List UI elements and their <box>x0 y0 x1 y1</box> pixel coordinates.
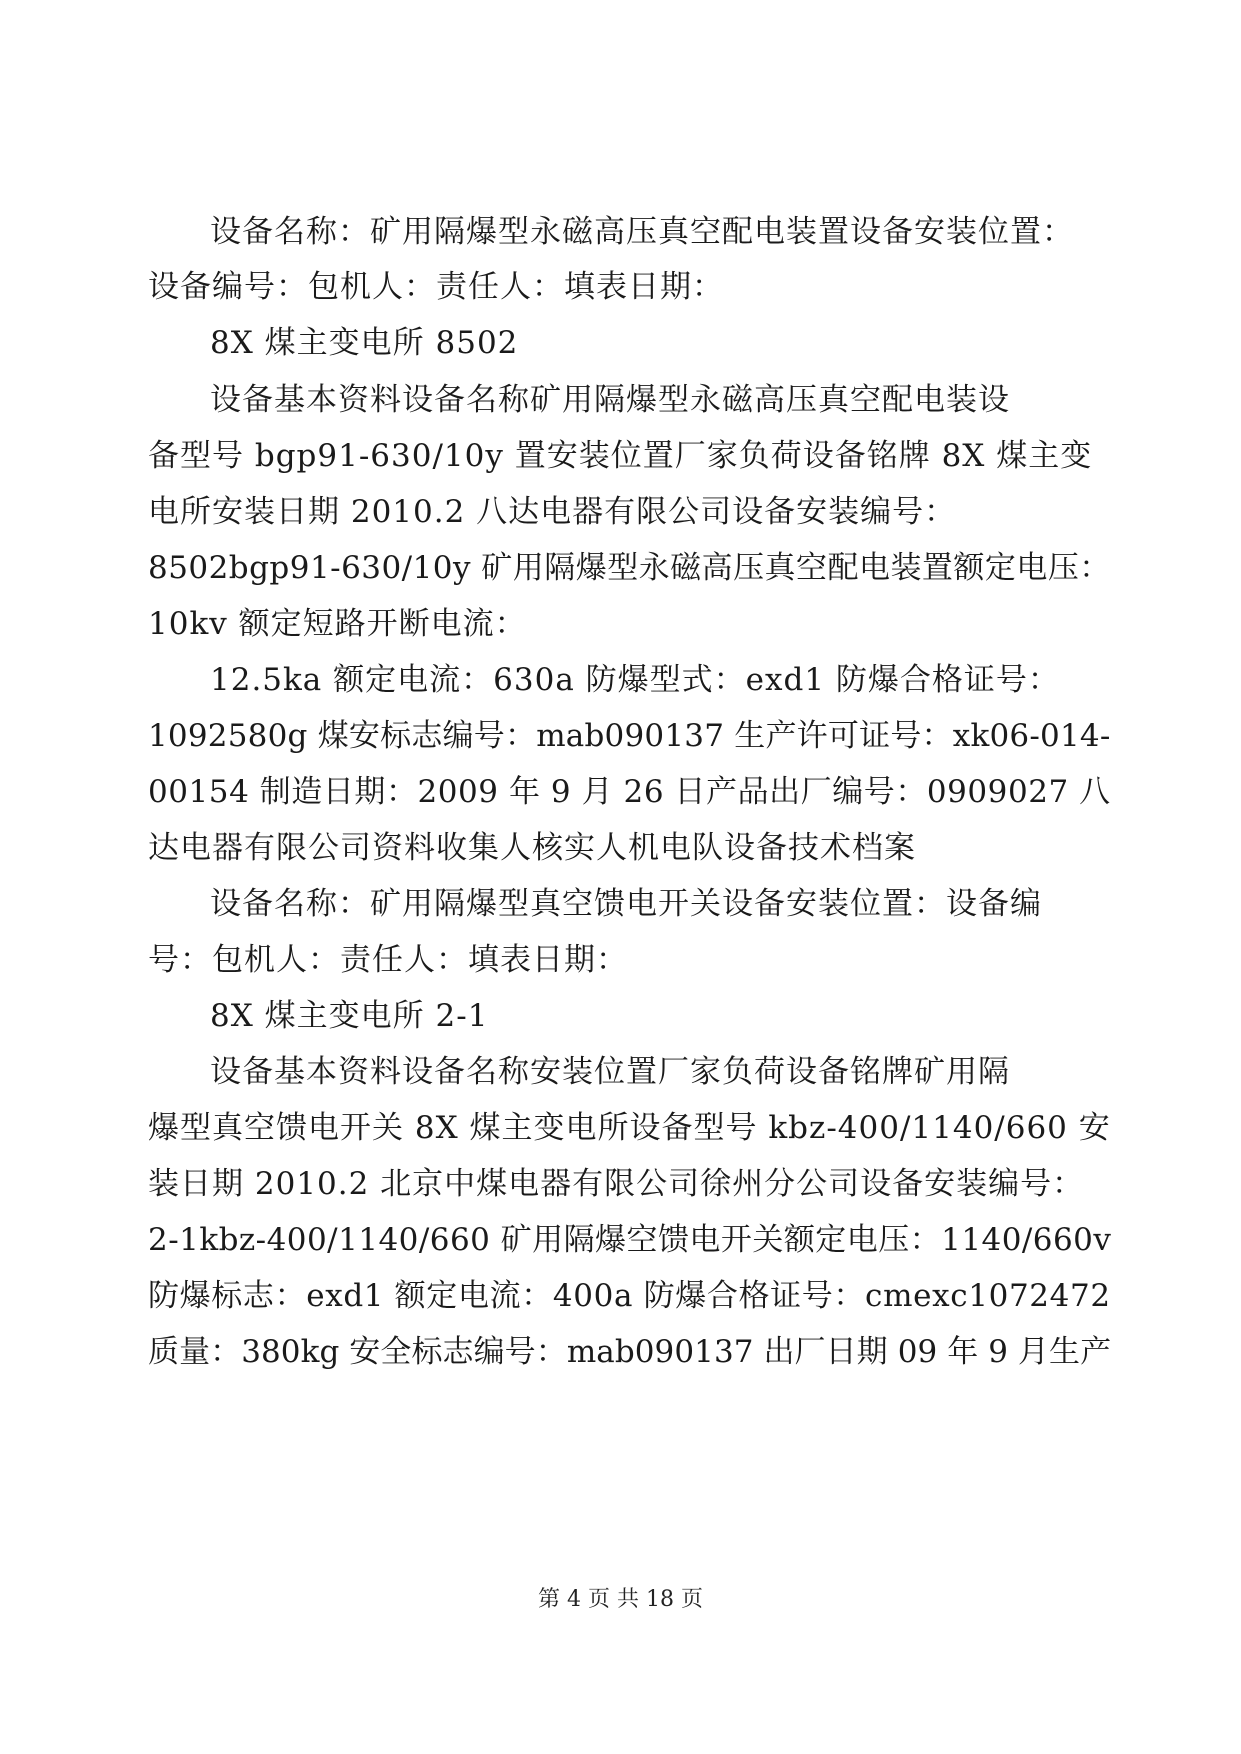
text-line: 设备名称：矿用隔爆型永磁高压真空配电装置设备安装位置： <box>210 214 1074 250</box>
text-line: 8X 煤主变电所 8502 <box>210 325 519 361</box>
text-line: 备型号 bgp91-630/10y 置安装位置厂家负荷设备铭牌 8X 煤主变 <box>148 438 1093 474</box>
text-line: 2-1kbz-400/1140/660 矿用隔爆空馈电开关额定电压：1140/660v <box>148 1222 1112 1258</box>
text-line: 12.5ka 额定电流：630a 防爆型式：exd1 防爆合格证号： <box>210 662 1060 698</box>
text-line: 装日期 2010.2 北京中煤电器有限公司徐州分公司设备安装编号： <box>148 1166 1085 1202</box>
text-line: 设备基本资料设备名称安装位置厂家负荷设备铭牌矿用隔 <box>210 1054 1010 1090</box>
text-line: 质量：380kg 安全标志编号：mab090137 出厂日期 09 年 9 月生产 <box>148 1334 1112 1370</box>
text-line: 设备编号：包机人：责任人：填表日期： <box>148 269 724 305</box>
text-line: 8X 煤主变电所 2-1 <box>210 998 489 1034</box>
text-line: 电所安装日期 2010.2 八达电器有限公司设备安装编号： <box>148 494 957 530</box>
text-line: 号：包机人：责任人：填表日期： <box>148 942 628 978</box>
text-line: 达电器有限公司资料收集人核实人机电队设备技术档案 <box>148 830 916 866</box>
text-line: 8502bgp91-630/10y 矿用隔爆型永磁高压真空配电装置额定电压： <box>148 550 1111 586</box>
text-line: 爆型真空馈电开关 8X 煤主变电所设备型号 kbz-400/1140/660 安 <box>148 1110 1111 1146</box>
text-line: 设备名称：矿用隔爆型真空馈电开关设备安装位置：设备编 <box>210 886 1042 922</box>
page-footer: 第 4 页 共 18 页 <box>538 1587 703 1612</box>
text-line: 设备基本资料设备名称矿用隔爆型永磁高压真空配电装设 <box>210 382 1010 418</box>
text-line: 00154 制造日期：2009 年 9 月 26 日产品出厂编号：0909027 八 <box>148 774 1111 810</box>
text-line: 防爆标志：exd1 额定电流：400a 防爆合格证号：cmexc1072472 <box>148 1278 1111 1314</box>
text-line: 1092580g 煤安标志编号：mab090137 生产许可证号：xk06-014- <box>148 718 1111 754</box>
text-line: 10kv 额定短路开断电流： <box>148 606 527 642</box>
